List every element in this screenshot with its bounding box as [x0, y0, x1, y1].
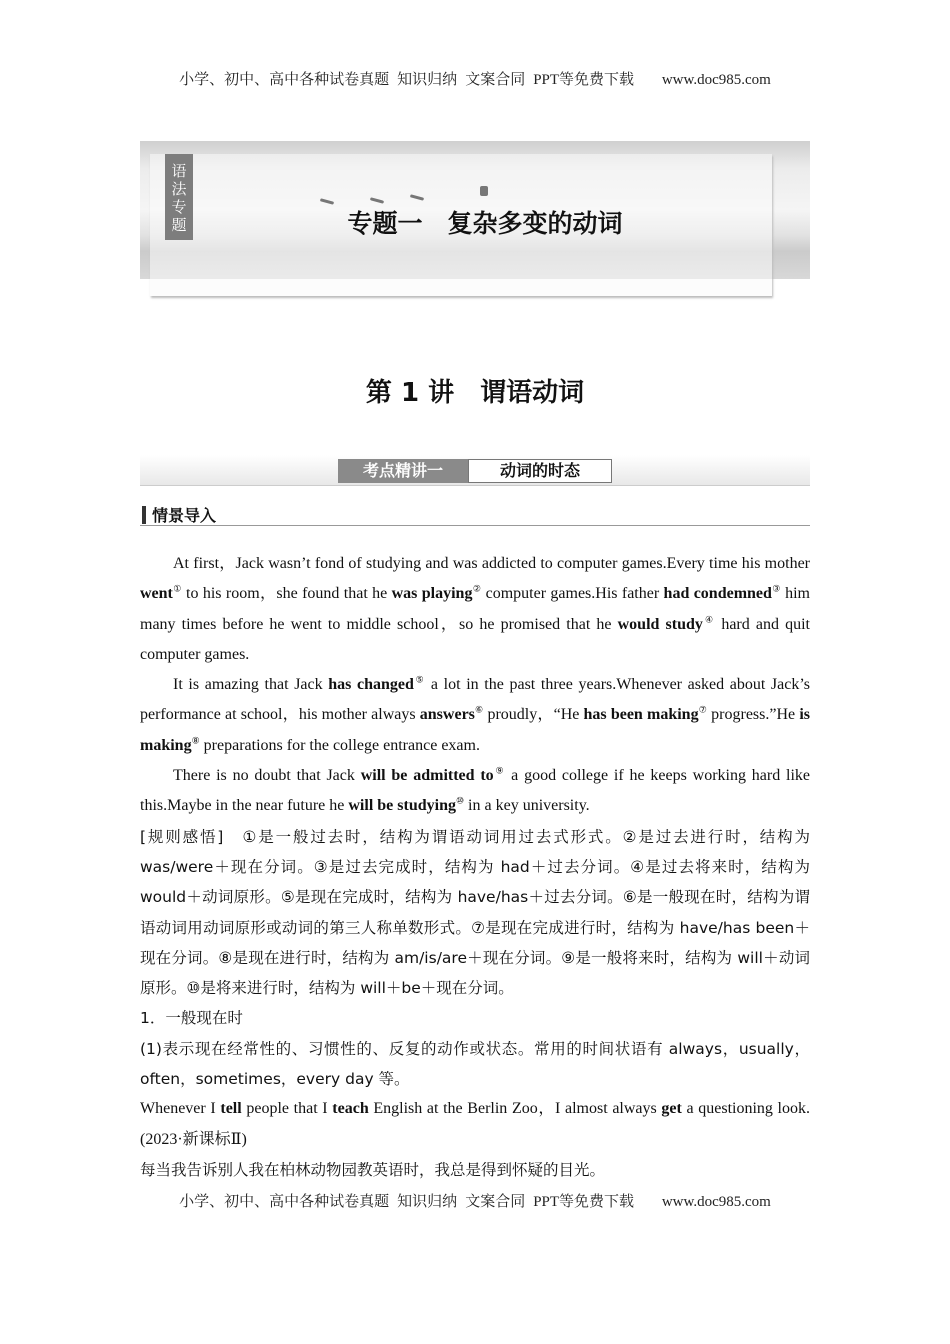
example-sentence — [140, 1094, 810, 1155]
highlighted-verb: has been making — [583, 706, 699, 724]
footer-text: 文案合同 — [465, 1194, 526, 1210]
highlighted-verb: went — [140, 585, 173, 603]
text-run: a questioning look.(2023·新课标Ⅱ) — [140, 1100, 811, 1148]
text-run: a good college if he keeps working hard like this.Maybe in the near future he — [140, 767, 811, 815]
header-text: 知识归纳 — [397, 72, 458, 88]
text-run: English at the Berlin Zoo，I almost always — [368, 1100, 662, 1118]
text-run: It is amazing that Jack — [173, 676, 329, 694]
footnote-marker: ⑩ — [455, 796, 465, 807]
bird-icon — [480, 186, 488, 196]
footnote-marker: ⑨ — [493, 765, 506, 776]
header-text: 文案合同 — [465, 72, 526, 88]
text-run: to his room，she found that he — [181, 585, 392, 603]
footer-site: www.doc985.com — [661, 1194, 771, 1210]
rules-paragraph: [规则感悟] ①是一般过去时，结构为谓语动词用过去式形式。②是过去进行时，结构为was/were＋现在分词。③是过去完成时，结构为 had＋过去分词。④是过去将来时，结构为would＋动词原形。⑤是现在完成时，结构为 have/has＋过去分词。⑥是一般现在时，结构为谓语动词用动词原形或动词的第三人称单数形式。⑦是现在完成进行时，结构为 have/has been＋现在分词。⑧是现在进行时，结构为 am/is/are＋现在分词。⑨是一般将来时，结构为 will＋动词原形。⑩是将来进行时，结构为 will＋be＋现在分词。 — [140, 827, 810, 998]
header-text: PPT等免费下载 — [533, 72, 635, 88]
text-run: a lot in the past three years.Whenever asked about Jack’s performance at school，his mother always — [140, 676, 810, 724]
highlighted-verb: would study — [617, 615, 703, 633]
intro-heading-text: 情景导入 — [152, 506, 217, 525]
text-run: At first，Jack wasn’t fond of studying and was addicted to computer games.Every time his mother — [173, 555, 810, 572]
footnote-marker: ⑦ — [698, 705, 707, 716]
footer-text: 小学、初中、高中各种试卷真题 — [179, 1194, 390, 1210]
highlighted-verb: will be admitted to — [360, 767, 494, 785]
intro-heading — [140, 503, 810, 526]
footer-text: PPT等免费下载 — [533, 1194, 635, 1210]
footnote-marker: ① — [172, 583, 182, 594]
text-run: people that I — [241, 1100, 333, 1118]
banner-title: 专题一 复杂多变的动词 — [347, 209, 623, 238]
highlighted-verb: get — [661, 1100, 682, 1118]
footnote-marker: ⑧ — [191, 735, 200, 746]
passage-paragraph — [140, 670, 810, 761]
footnote-marker: ③ — [771, 583, 781, 594]
text-run: proudly，“He — [483, 706, 584, 724]
text-run: preparations for the college entrance exam. — [199, 736, 480, 754]
highlighted-verb: is making — [140, 706, 810, 754]
footnote-marker: ⑤ — [413, 674, 426, 685]
page-header — [0, 68, 950, 89]
highlighted-verb: has changed — [328, 676, 414, 694]
lecture-title: 第 1 讲 谓语动词 — [365, 378, 585, 408]
highlighted-verb: answers — [419, 706, 475, 724]
highlighted-verb: teach — [332, 1100, 369, 1118]
banner-tag: 语法专题 — [165, 154, 193, 240]
footer-text: 知识归纳 — [397, 1194, 458, 1210]
text-run: progress.”He — [707, 706, 800, 724]
text-run: hard and quit computer games. — [140, 615, 810, 663]
footnote-marker: ② — [472, 583, 482, 594]
text-run: him many times before he went to middle school，so he promised that he — [140, 585, 810, 633]
highlighted-verb: tell — [220, 1100, 242, 1118]
header-text: 小学、初中、高中各种试卷真题 — [179, 72, 390, 88]
section-topic: 动词的时态 — [468, 459, 612, 483]
document-body — [140, 549, 810, 1185]
passage-paragraph — [140, 549, 810, 670]
highlighted-verb: will be studying — [348, 797, 456, 815]
passage-paragraph — [140, 761, 810, 822]
text-run: There is no doubt that Jack — [173, 767, 361, 785]
text-run: Whenever I — [140, 1100, 221, 1118]
text-run: computer games.His father — [481, 585, 664, 603]
footnote-marker: ④ — [702, 614, 716, 625]
page-footer — [0, 1190, 950, 1211]
point-heading: 1．一般现在时 — [140, 1009, 243, 1028]
text-run: in a key university. — [464, 797, 590, 815]
highlighted-verb: had condemned — [663, 585, 772, 603]
point-description: (1)表示现在经常性的、习惯性的、反复的动作或状态。常用的时间状语有 always，usually，often，sometimes，every day 等。 — [140, 1039, 810, 1089]
header-site: www.doc985.com — [661, 72, 771, 88]
heading-bar-icon — [142, 506, 146, 524]
example-translation: 每当我告诉别人我在柏林动物园教英语时，我总是得到怀疑的目光。 — [140, 1160, 606, 1179]
section-label: 考点精讲一 — [338, 459, 468, 483]
highlighted-verb: was playing — [391, 585, 473, 603]
footnote-marker: ⑥ — [474, 705, 484, 716]
